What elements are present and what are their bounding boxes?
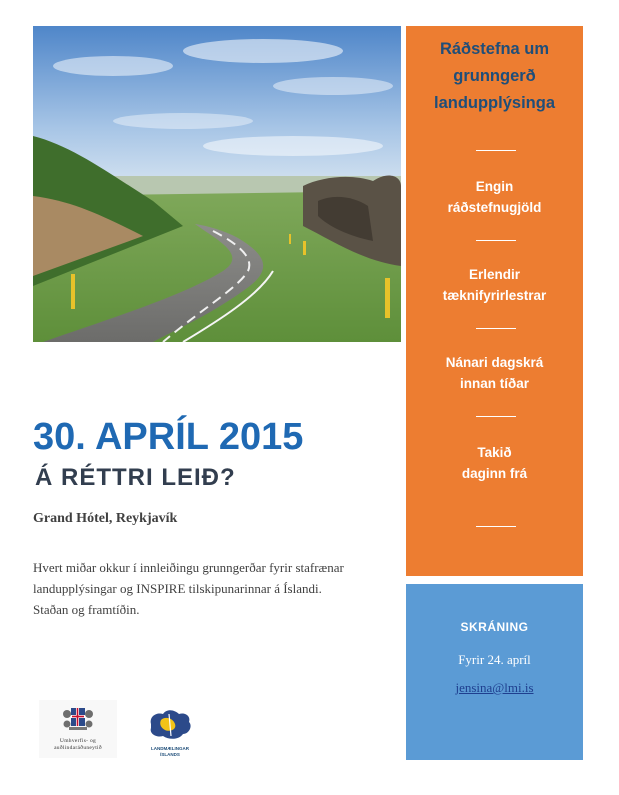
feature-save-date bbox=[406, 442, 583, 484]
lmi-name-line: ÍSLANDS bbox=[160, 752, 180, 757]
ministry-name-line: auðlindaráðuneytið bbox=[54, 745, 102, 751]
divider bbox=[476, 150, 516, 151]
divider bbox=[476, 240, 516, 241]
conference-title bbox=[406, 36, 583, 117]
conference-title-line: grunngerð bbox=[453, 67, 536, 85]
conference-info-panel bbox=[406, 26, 583, 576]
event-closing-line: Staðan og framtíðin. bbox=[33, 602, 140, 617]
feature-line: daginn frá bbox=[461, 466, 528, 481]
ministry-name bbox=[39, 738, 117, 752]
description-line: Hvert miðar okkur í innleiðingu grunngerðar fyrir stafrænar bbox=[33, 560, 344, 575]
registration-deadline: Fyrir 24. apríl bbox=[458, 652, 531, 667]
feature-line: Erlendir bbox=[468, 267, 520, 282]
coat-of-arms-icon bbox=[39, 700, 117, 738]
registration-email-link[interactable]: jensina@lmi.is bbox=[455, 680, 534, 695]
feature-line: Nánari dagskrá bbox=[445, 355, 544, 370]
feature-program-soon bbox=[406, 352, 583, 394]
ministry-logo bbox=[39, 700, 117, 758]
lmi-name bbox=[145, 746, 195, 758]
feature-line: Takið bbox=[477, 445, 512, 460]
ministry-name-line: Umhverfis- og bbox=[59, 738, 97, 744]
registration-email-wrap bbox=[406, 680, 583, 696]
hero-photo bbox=[33, 26, 401, 342]
registration-panel bbox=[406, 584, 583, 760]
event-subtitle: Á RÉTTRI LEIÐ? bbox=[35, 464, 236, 491]
conference-title-line: Ráðstefna um bbox=[439, 40, 550, 58]
conference-title-line: landupplýsinga bbox=[433, 94, 555, 112]
event-date: 30. APRÍL 2015 bbox=[33, 416, 304, 458]
feature-line: Engin bbox=[475, 179, 514, 194]
divider bbox=[476, 416, 516, 417]
event-venue: Grand Hótel, Reykjavík bbox=[33, 511, 178, 526]
feature-line: innan tíðar bbox=[459, 376, 529, 391]
feature-line: ráðstefnugjöld bbox=[447, 200, 542, 215]
road-landscape-image bbox=[33, 26, 401, 342]
event-description bbox=[33, 557, 393, 599]
lmi-logo bbox=[145, 706, 195, 758]
registration-heading: SKRÁNING bbox=[460, 620, 529, 634]
description-line: landupplýsingar og INSPIRE tilskipunarinnar á Íslandi. bbox=[33, 581, 322, 596]
feature-line: tæknifyrirlestrar bbox=[442, 288, 547, 303]
iceland-map-icon bbox=[145, 706, 195, 746]
feature-no-fees bbox=[406, 176, 583, 218]
divider bbox=[476, 328, 516, 329]
divider bbox=[476, 526, 516, 527]
lmi-name-line: LANDMÆLINGAR bbox=[151, 746, 189, 751]
feature-foreign-talks bbox=[406, 264, 583, 306]
